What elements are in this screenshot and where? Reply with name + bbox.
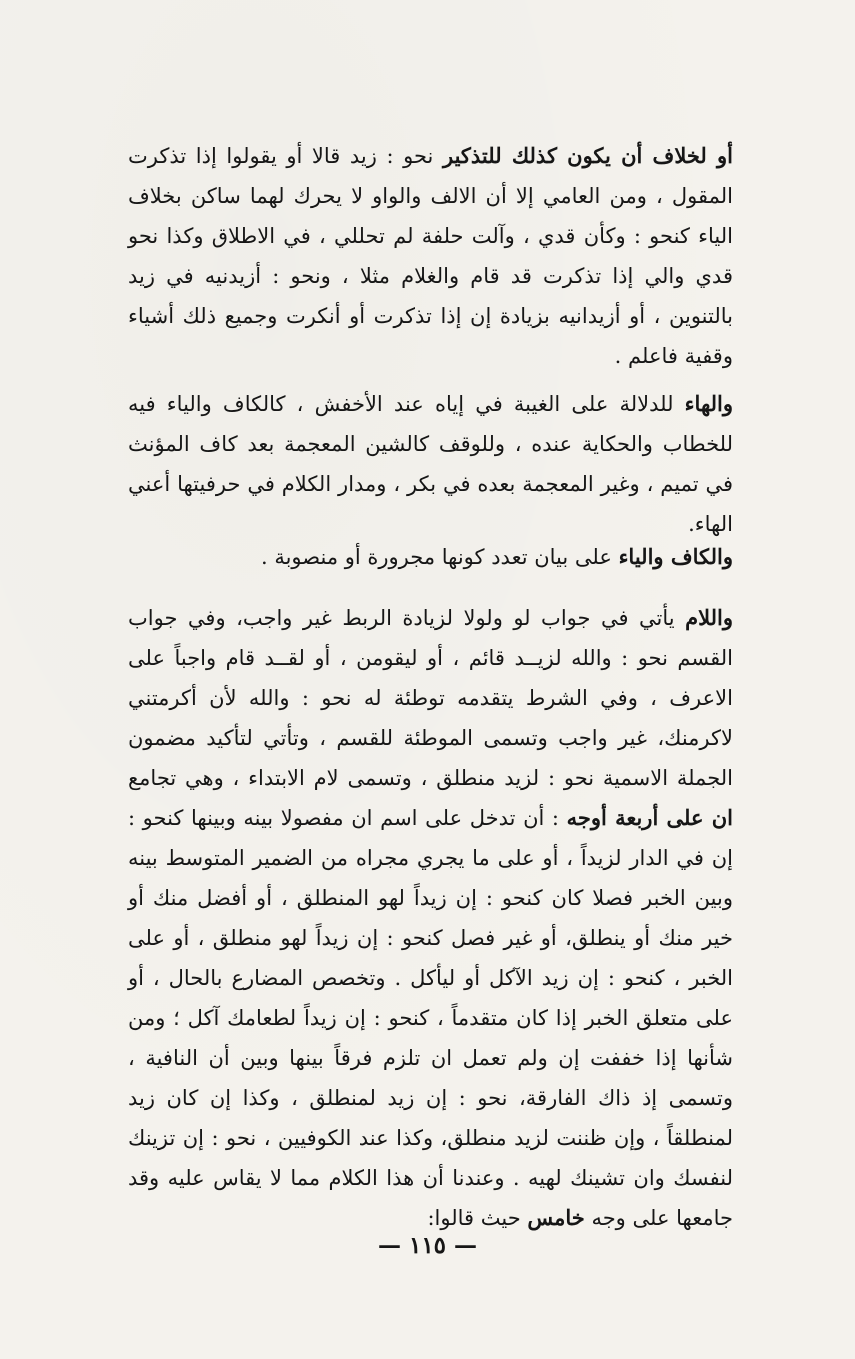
page-number: — ١١٥ — xyxy=(377,1232,478,1259)
paragraph-4-bold-khamis: خامس xyxy=(527,1205,585,1230)
paragraph-3 xyxy=(128,537,733,577)
paragraph-4-text xyxy=(128,598,733,1238)
paragraph-2-body: للدلالة على الغيبة في إياه عند الأخفش ، كالكاف والياء فيه للخطاب والحكاية عنده ، وللوقف كالشين المعجمة بعد كاف المؤنث في تميم ، وغير المعجمة بعده في بكر ، ومدار الكلام في حرفيتها أعني الهاء. xyxy=(128,392,733,536)
paragraph-1-text xyxy=(128,136,733,376)
paragraph-1-body: نحو : زيد قالا أو يقولوا إذا تذكرت المقول ، ومن العامي إلا أن الالف والواو لا يحرك لهما ساكن بخلاف الياء كنحو : وكأن قدي ، وآلت حلفة لم تحللي ، في الاطلاق وكذا نحو قدي والي إذا تذكرت قد قام والغلام مثلا ، ونحو : أزيدنيه في زيد بالتنوين ، أو أزيدانيه بزيادة إن إذا تذكرت أو أنكرت وجميع ذلك أشياء وقفية فاعلم . xyxy=(128,144,733,368)
paragraph-3-lead: والكاف والياء xyxy=(618,544,733,569)
paragraph-4-body-c: حيث قالوا: xyxy=(427,1206,528,1230)
paragraph-3-body: على بيان تعدد كونها مجرورة أو منصوبة . xyxy=(260,545,619,569)
paragraph-4-lead: واللام xyxy=(685,605,733,630)
paragraph-2 xyxy=(128,384,733,544)
paragraph-4 xyxy=(128,598,733,1238)
paragraph-4-bold-phrase: ان على أربعة أوجه xyxy=(566,805,733,830)
paragraph-2-lead: والهاء xyxy=(684,391,733,416)
paragraph-1 xyxy=(128,136,733,376)
paragraph-3-text xyxy=(128,537,733,577)
paragraph-4-body-b: : أن تدخل على اسم ان مفصولا بينه وبينها كنحو : إن في الدار لزيداً ، أو على ما يجري مجراه من الضمير المتوسط بينه وبين الخبر فصلا كان كنحو : إن زيداً لهو المنطلق ، أو أفضل منك أو خير منك أو ينطلق، أو غير فصل كنحو : إن زيداً لهو منطلق ، أو على الخبر ، كنحو : إن زيد الآكل أو ليأكل . وتخصص المضارع بالحال ، أو على متعلق الخبر إذا كان متقدماً ، كنحو : إن زيداً لطعامك آكل ؛ ومن شأنها إذا خففت إن ولم تعمل ان تلزم فرقاً بينها وبين أن النافية ، وتسمى إذ ذاك الفارقة، نحو : إن زيد لمنطلق ، وكذا إن كان زيد لمنطلقاً ، وإن ظننت لزيد منطلق، وكذا عند الكوفيين ، نحو : إن تزينك لنفسك وان تشينك لهيه . وعندنا أن هذا الكلام مما لا يقاس عليه وقد جامعها على وجه xyxy=(128,806,733,1230)
paragraph-2-text xyxy=(128,384,733,544)
paragraph-1-lead: أو لخلاف أن يكون كذلك للتذكير xyxy=(442,143,733,168)
paragraph-4-body-a: يأتي في جواب لو ولولا لزيادة الربط غير واجب، وفي جواب القسم نحو : والله لزيــد قائم ، أو ليقومن ، أو لقــد قام واجباً على الاعرف ، وفي الشرط يتقدمه توطئة له نحو : والله لأن أكرمتني لاكرمنك، غير واجب وتسمى الموطئة للقسم ، وتأتي لتأكيد مضمون الجملة الاسمية نحو : لزيد منطلق ، وتسمى لام الابتداء ، وهي تجامع xyxy=(128,606,733,790)
